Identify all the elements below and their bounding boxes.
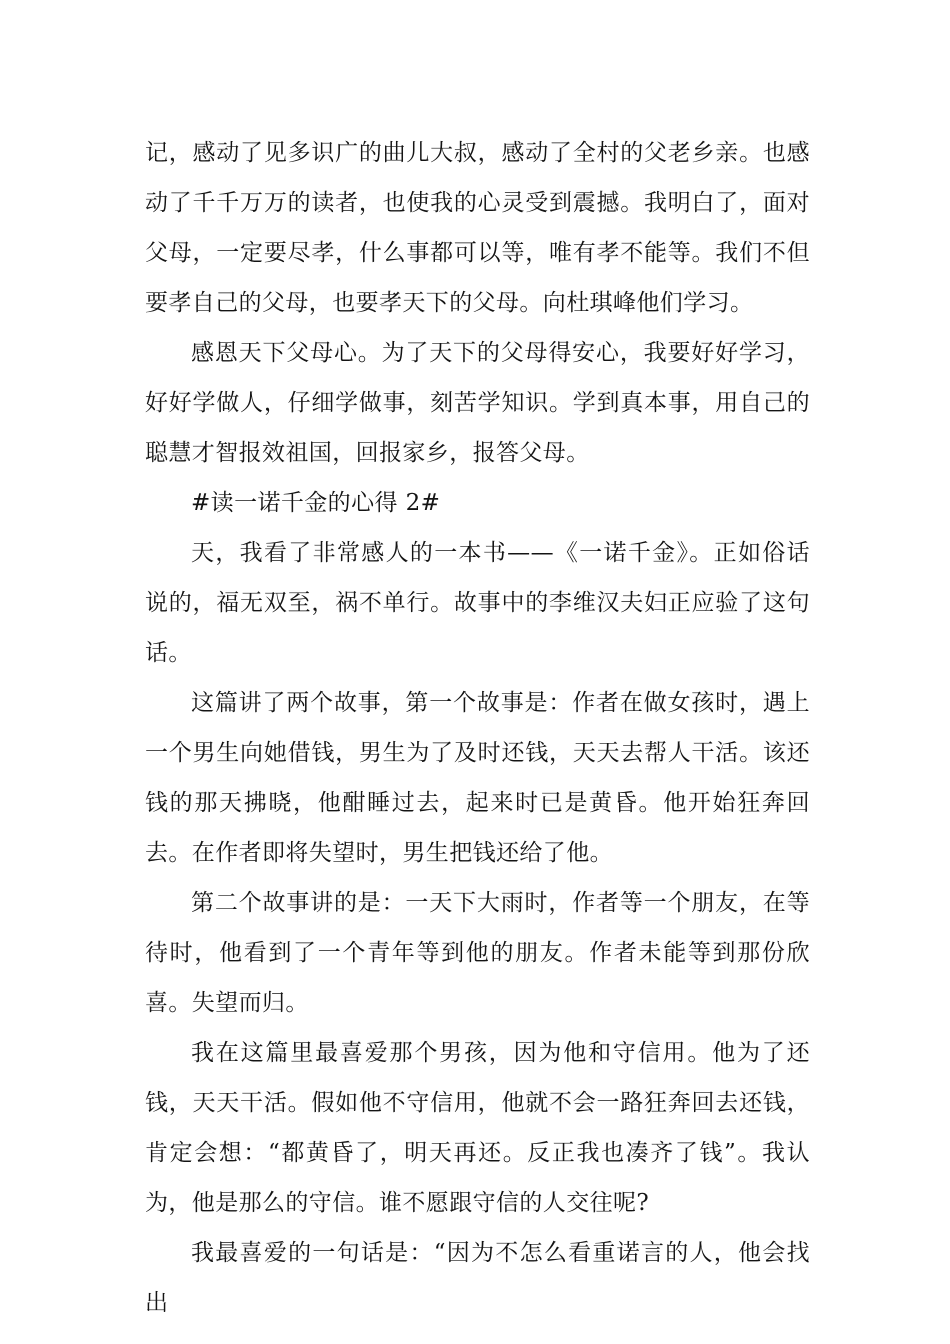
paragraph-favorite-quote: 我最喜爱的一句话是：“因为不怎么看重诺言的人，他会找出	[145, 1240, 810, 1316]
paragraph-second-story: 第二个故事讲的是：一天下大雨时，作者等一个朋友，在等待时，他看到了一个青年等到他的朋友。作者未能等到那份欣喜。失望而归。	[145, 890, 810, 1016]
paragraph-continuation: 记，感动了见多识广的曲儿大叔，感动了全村的父老乡亲。也感动了千千万万的读者，也使我的心灵受到震撼。我明白了，面对父母，一定要尽孝，什么事都可以等，唯有孝不能等。我们不但要孝自己的父母，也要孝天下的父母。向杜琪峰他们学习。	[145, 140, 810, 316]
paragraph-first-story: 这篇讲了两个故事，第一个故事是：作者在做女孩时，遇上一个男生向她借钱，男生为了及时还钱，天天去帮人干活。该还钱的那天拂晓，他酣睡过去，起来时已是黄昏。他开始狂奔回去。在作者即将失望时，男生把钱还给了他。	[145, 690, 810, 866]
paragraph-intro: 天，我看了非常感人的一本书——《一诺千金》。正如俗话说的，福无双至，祸不单行。故事中的李维汉夫妇正应验了这句话。	[145, 540, 810, 666]
paragraph-reflection: 我在这篇里最喜爱那个男孩，因为他和守信用。他为了还钱，天天干活。假如他不守信用，他就不会一路狂奔回去还钱，肯定会想：“都黄昏了，明天再还。反正我也凑齐了钱”。我认为，他是那么的守信。谁不愿跟守信的人交往呢?	[145, 1040, 810, 1216]
document-body	[145, 128, 810, 1328]
section-heading: #读一诺千金的心得 2#	[191, 490, 441, 516]
paragraph-gratitude: 感恩天下父母心。为了天下的父母得安心，我要好好学习，好好学做人，仔细学做事，刻苦学知识。学到真本事，用自己的聪慧才智报效祖国，回报家乡，报答父母。	[145, 340, 810, 466]
